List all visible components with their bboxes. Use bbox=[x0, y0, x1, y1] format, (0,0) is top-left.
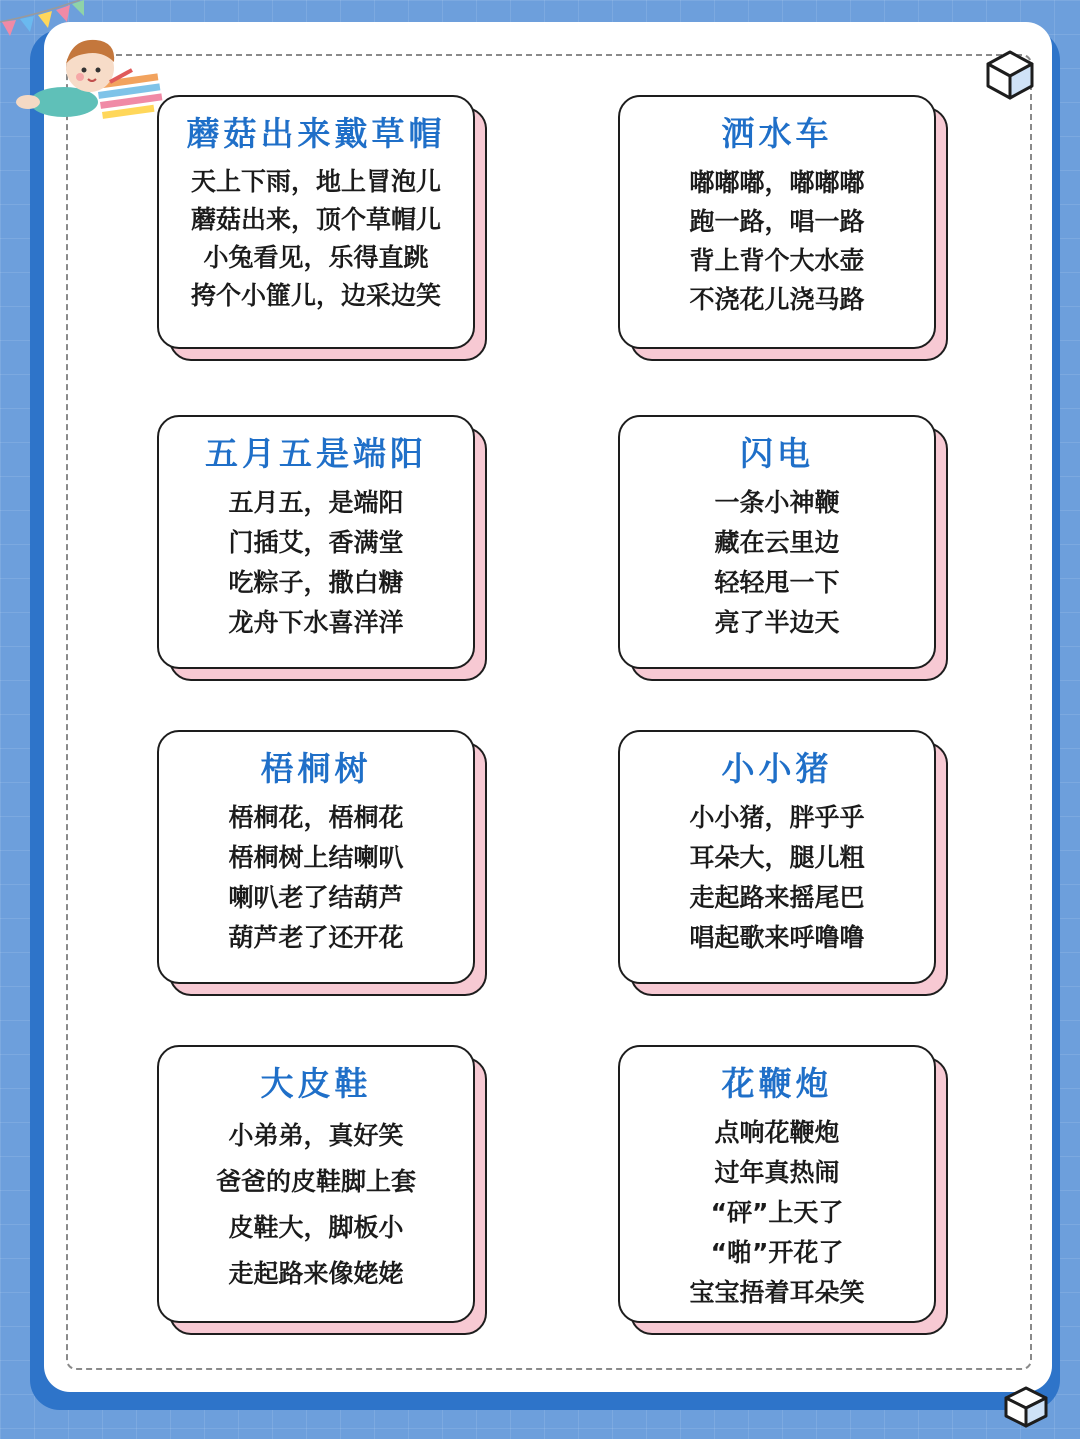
card-line: 一条小神鞭 bbox=[714, 488, 840, 517]
card-line: 葫芦老了还开花 bbox=[228, 923, 404, 952]
card-line: “啪”开花了 bbox=[710, 1238, 844, 1267]
rhyme-card bbox=[618, 1045, 936, 1323]
rhyme-card bbox=[618, 730, 936, 984]
rhyme-card bbox=[157, 415, 475, 669]
card-line: 轻轻甩一下 bbox=[714, 568, 840, 597]
card-line: 爸爸的皮鞋脚上套 bbox=[215, 1167, 416, 1196]
card-line: 嘟嘟嘟，嘟嘟嘟 bbox=[689, 168, 865, 197]
cube-icon bbox=[1002, 1382, 1050, 1430]
card-line: 耳朵大，腿儿粗 bbox=[689, 843, 865, 872]
card-title: 小小猪 bbox=[721, 749, 833, 788]
cube-icon bbox=[982, 44, 1038, 100]
card-line: 小小猪，胖乎乎 bbox=[689, 803, 865, 832]
card-line: 门插艾，香满堂 bbox=[228, 528, 404, 557]
card-line: 天上下雨，地上冒泡儿 bbox=[190, 167, 441, 196]
card-line: 亮了半边天 bbox=[714, 608, 840, 637]
card-line: 梧桐树上结喇叭 bbox=[228, 843, 404, 872]
rhyme-card bbox=[618, 415, 936, 669]
card-line: 五月五，是端阳 bbox=[228, 488, 404, 517]
card-title: 洒水车 bbox=[721, 114, 833, 153]
card-line: 走起路来像姥姥 bbox=[228, 1259, 404, 1288]
child-drawing-illustration bbox=[14, 22, 164, 132]
card-line: 龙舟下水喜洋洋 bbox=[228, 608, 404, 637]
rhyme-card bbox=[157, 95, 475, 349]
card-line: 背上背个大水壶 bbox=[689, 246, 865, 275]
card-line: 点响花鞭炮 bbox=[714, 1118, 840, 1147]
card-line: 小兔看见，乐得直跳 bbox=[203, 243, 429, 272]
card-line: 宝宝捂着耳朵笑 bbox=[689, 1278, 865, 1307]
rhyme-card bbox=[618, 95, 936, 349]
card-title: 大皮鞋 bbox=[260, 1064, 372, 1103]
card-title: 梧桐树 bbox=[260, 749, 372, 788]
card-title: 五月五是端阳 bbox=[205, 434, 427, 473]
rhyme-card bbox=[157, 1045, 475, 1323]
card-line: 喇叭老了结葫芦 bbox=[228, 883, 404, 912]
card-line: 皮鞋大，脚板小 bbox=[228, 1213, 404, 1242]
card-line: 不浇花儿浇马路 bbox=[689, 285, 865, 314]
rhyme-card bbox=[157, 730, 475, 984]
card-title: 闪电 bbox=[740, 434, 814, 473]
card-title: 蘑菇出来戴草帽 bbox=[186, 114, 446, 153]
card-line: 唱起歌来呼噜噜 bbox=[689, 923, 865, 952]
card-line: 小弟弟，真好笑 bbox=[228, 1121, 404, 1150]
card-line: 挎个小篚儿，边采边笑 bbox=[190, 281, 441, 310]
card-line: 跑一路，唱一路 bbox=[689, 207, 865, 236]
card-line: 吃粽子，撒白糖 bbox=[228, 568, 404, 597]
card-line: 藏在云里边 bbox=[714, 528, 840, 557]
card-line: 梧桐花，梧桐花 bbox=[228, 803, 404, 832]
card-line: “砰”上天了 bbox=[710, 1198, 844, 1227]
card-line: 蘑菇出来，顶个草帽儿 bbox=[190, 205, 441, 234]
card-line: 过年真热闹 bbox=[714, 1158, 840, 1187]
card-line: 走起路来摇尾巴 bbox=[689, 883, 865, 912]
card-title: 花鞭炮 bbox=[721, 1064, 833, 1103]
